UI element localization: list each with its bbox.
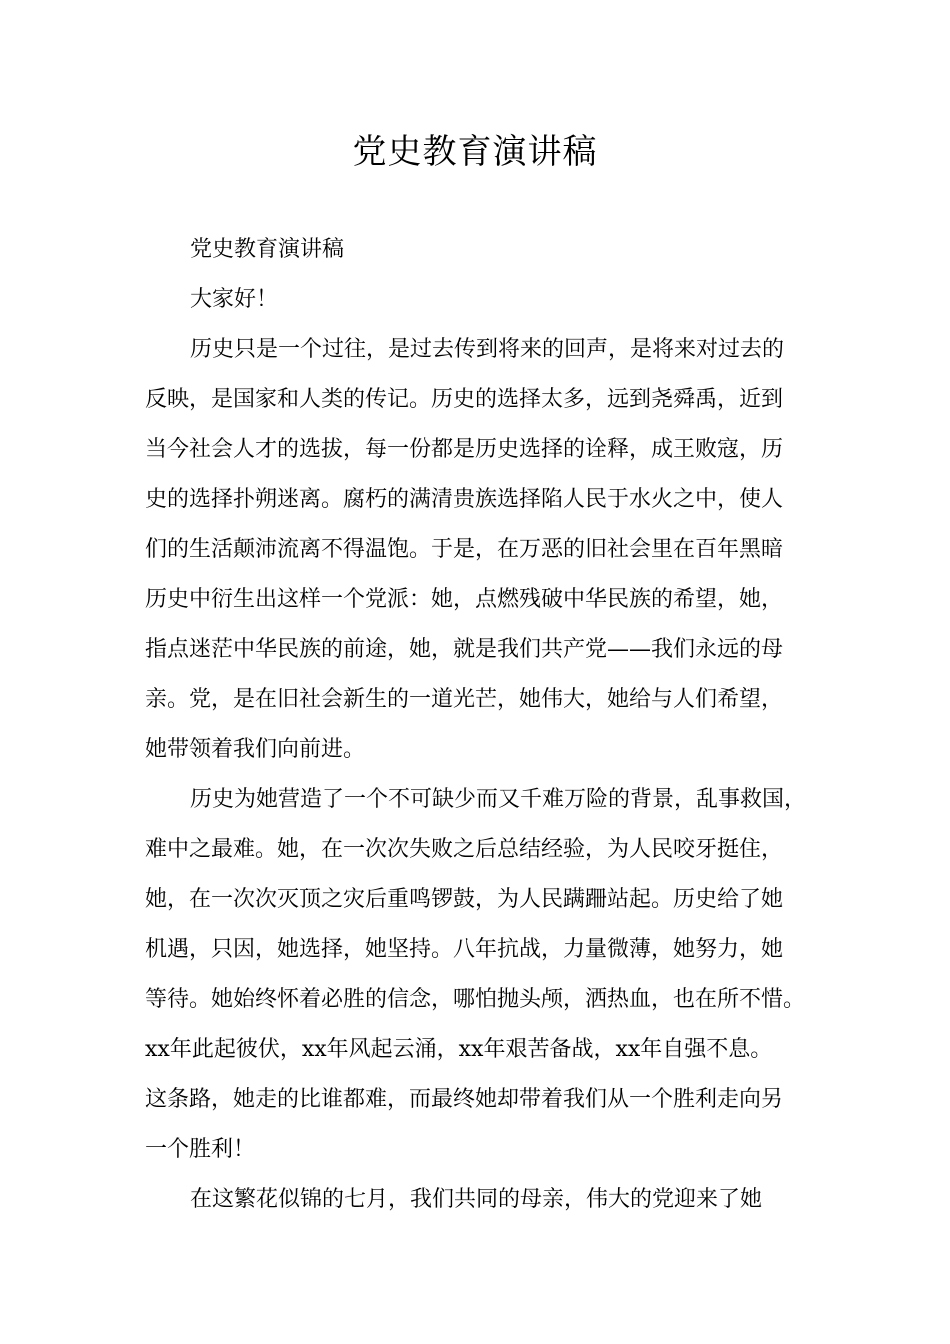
text-line: 难中之最难。她，在一次次失败之后总结经验，为人民咬牙挺住， — [145, 837, 784, 862]
text-line: 亲。党，是在旧社会新生的一道光芒，她伟大，她给与人们希望， — [145, 687, 784, 712]
text-line: 等待。她始终怀着必胜的信念，哪怕抛头颅，洒热血，也在所不惜。 — [145, 987, 806, 1012]
text-line: 历史只是一个过往，是过去传到将来的回声，是将来对过去的 — [190, 337, 785, 362]
text-line: 在这繁花似锦的七月，我们共同的母亲，伟大的党迎来了她 — [190, 1187, 763, 1212]
text-line: 她带领着我们向前进。 — [145, 737, 366, 762]
text-line: 史的选择扑朔迷离。腐朽的满清贵族选择陷人民于水火之中，使人 — [145, 487, 784, 512]
text-line: 党史教育演讲稿 — [190, 237, 345, 262]
text-line: 当今社会人才的选拔，每一份都是历史选择的诠释，成王败寇，历 — [145, 437, 784, 462]
text-line: 反映，是国家和人类的传记。历史的选择太多，远到尧舜禹，近到 — [145, 387, 784, 412]
text-line: 指点迷茫中华民族的前途，她，就是我们共产党——我们永远的母 — [145, 637, 784, 662]
text-line: 机遇，只因，她选择，她坚持。八年抗战，力量微薄，她努力，她 — [145, 937, 784, 962]
document-body — [145, 225, 810, 1225]
text-line: 一个胜利！ — [145, 1137, 256, 1162]
text-line: 她，在一次次灭顶之灾后重鸣锣鼓，为人民蹒跚站起。历史给了她 — [145, 887, 784, 912]
text-line: 历史为她营造了一个不可缺少而又千难万险的背景，乱事救国， — [190, 787, 807, 812]
text-line: 这条路，她走的比谁都难，而最终她却带着我们从一个胜利走向另 — [145, 1087, 784, 1112]
text-line: 们的生活颠沛流离不得温饱。于是，在万恶的旧社会里在百年黑暗 — [145, 537, 784, 562]
text-line: xx年此起彼伏，xx年风起云涌，xx年艰苦备战，xx年自强不息。 — [145, 1037, 773, 1062]
document-title: 党史教育演讲稿 — [352, 132, 598, 172]
text-line: 历史中衍生出这样一个党派：她，点燃残破中华民族的希望，她， — [145, 587, 784, 612]
text-line: 大家好！ — [190, 287, 279, 312]
